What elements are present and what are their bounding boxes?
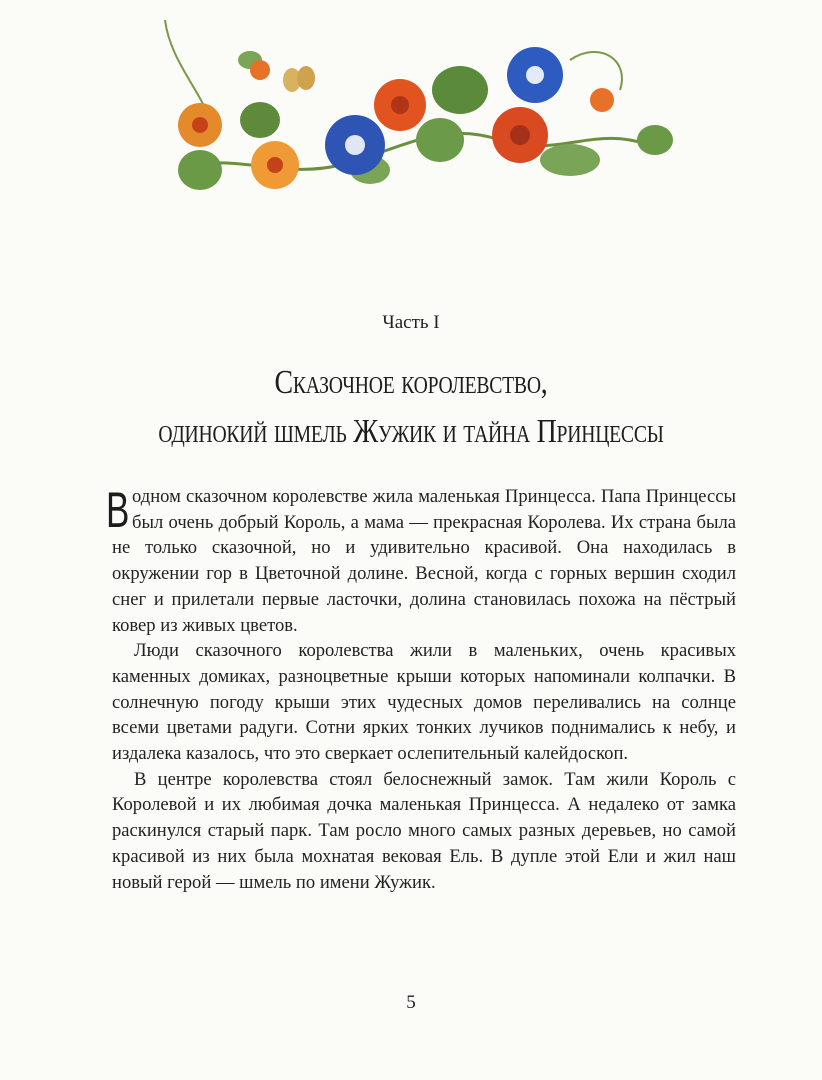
paragraph-3: В центре королевства стоял белоснежный замок. Там жили Король с Королевой и их любимая дочка маленькая Принцесса. А недалеко от замка раскинулся старый парк. Там росло много самых разных деревьев, но самой красивой из них была мохнатая вековая Ель. В дупле этой Ели и жил наш новый герой — шмель по имени Жужик. <box>112 768 736 893</box>
paragraph-1-text: одном сказочном королевстве жила маленькая Принцесса. Папа Принцессы был очень добрый Король, а мама — прекрасная Королева. Их страна была не только сказочной, но и удивительно красивой. Она находилась в окружении гор в Цветочной долине. Весной, когда с горных вершин сходил снег и прилетали первые ласточки, долина становилась похожа на пёстрый ковер из живых цветов. <box>112 486 736 636</box>
chapter-title-line-2: одинокий шмель Жужик и тайна Принцессы <box>158 413 664 450</box>
floral-garland-icon <box>140 0 680 205</box>
chapter-title-line-1: Сказочное королевство, <box>274 364 548 401</box>
chapter-title <box>107 358 715 456</box>
paragraph-1 <box>106 482 736 638</box>
body-text <box>106 482 736 895</box>
page-number: 5 <box>406 992 416 1013</box>
drop-cap: В <box>106 482 130 538</box>
paragraph-2: Люди сказочного королевства жили в маленьких, очень красивых каменных домиках, разноцветные крыши которых напоминали колпачки. В солнечную погоду крыши этих чудесных домов переливались на солнце всеми цветами радуги. Сотни ярких тонких лучиков поднимались к небу, и издалека казалось, что это сверкает ослепительный калейдоскоп. <box>112 640 736 765</box>
part-label: Часть I <box>382 312 440 333</box>
